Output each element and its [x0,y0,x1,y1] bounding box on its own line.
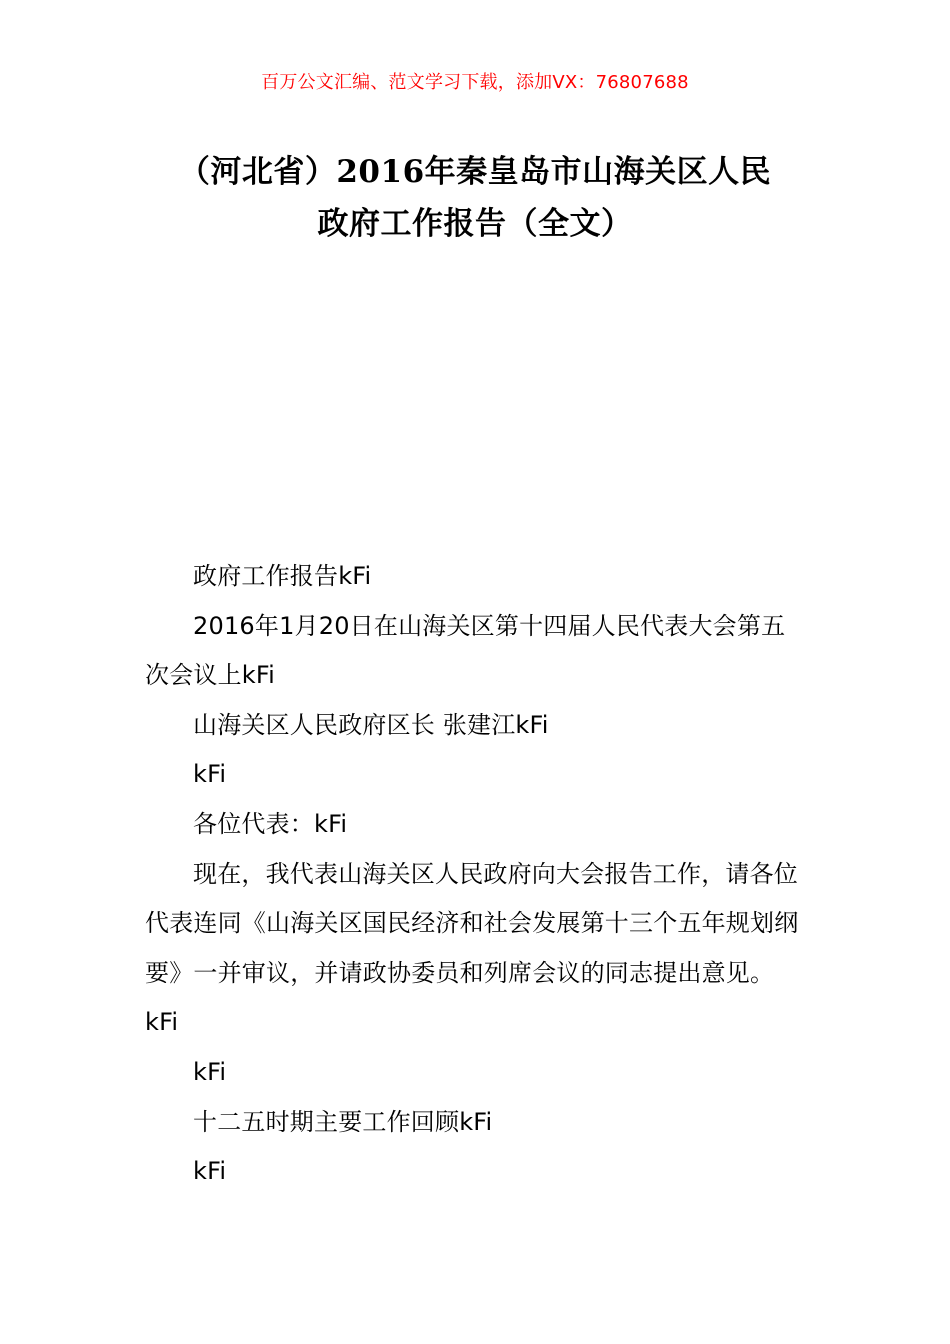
paragraph: 2016年1月20日在山海关区第十四届人民代表大会第五次会议上kFi [145,611,786,690]
paragraph: 山海关区人民政府区长 张建江kFi [193,710,549,739]
header-watermark-note: 百万公文汇编、范文学习下载，添加VX：76807688 [261,72,689,93]
title-line-2: 政府工作报告（全文） [317,206,633,242]
paragraph: 现在，我代表山海关区人民政府向大会报告工作，请各位代表连同《山海关区国民经济和社会发展第十三个五年规划纲要》一并审议，并请政协委员和列席会议的同志提出意见。kFi [145,859,799,1037]
paragraph: kFi [193,1057,227,1086]
paragraph: 各位代表：kFi [193,809,348,838]
document-body [145,552,805,1197]
paragraph: kFi [193,760,227,789]
paragraph: 十二五时期主要工作回顾kFi [193,1107,493,1136]
document-title [145,146,805,250]
paragraph: kFi [193,1157,227,1186]
paragraph: 政府工作报告kFi [193,562,372,590]
title-line-1: （河北省）2016年秦皇岛市山海关区人民 [178,154,772,190]
